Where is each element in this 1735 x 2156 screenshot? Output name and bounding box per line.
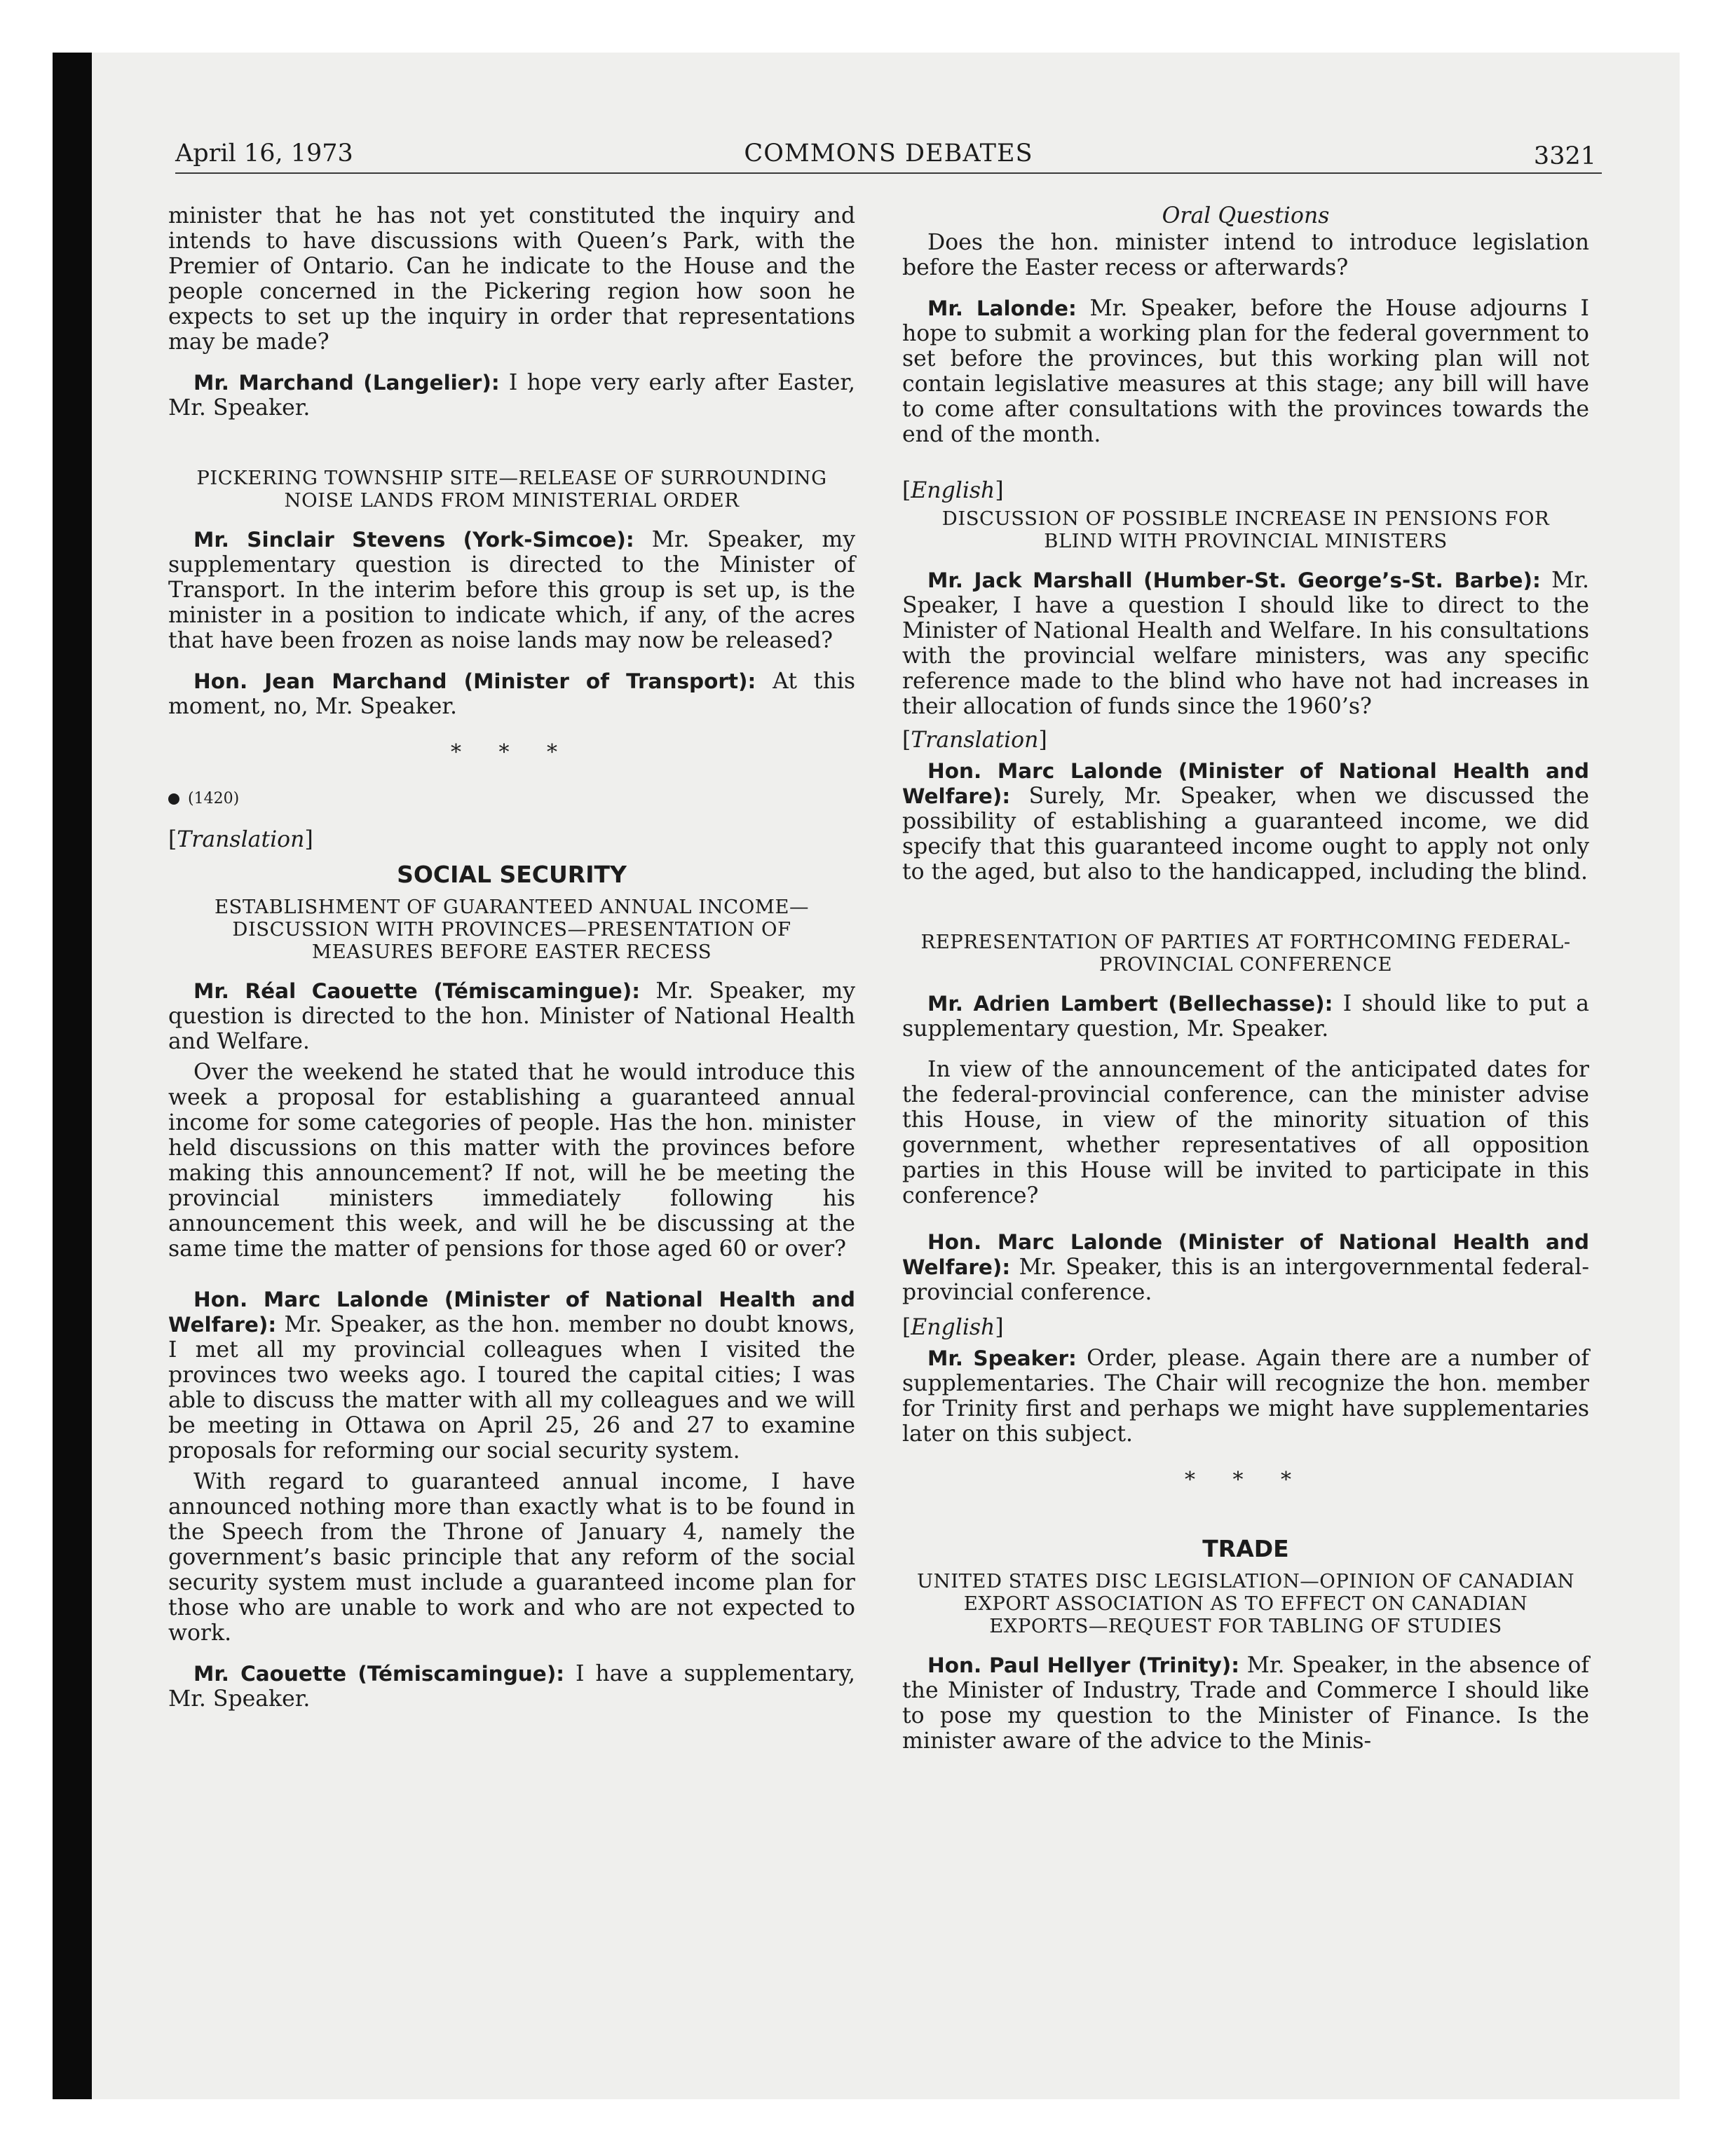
speaker-name: Mr. Sinclair Stevens (York-Simcoe): bbox=[193, 528, 634, 552]
paragraph bbox=[902, 1346, 1589, 1447]
timestamp bbox=[168, 786, 855, 812]
section-separator: * * * bbox=[450, 740, 573, 765]
speech-text: Surely, Mr. Speaker, when we discussed the possibility of establishing a guaranteed income, we did specify that this guaranteed income ought to apply not only to the aged, but also to the handicapped, including the blind. bbox=[902, 784, 1589, 885]
language-label-text: Translation bbox=[177, 827, 305, 852]
page-header bbox=[175, 137, 1602, 174]
subject-heading: DISCUSSION OF POSSIBLE INCREASE IN PENSIONS FOR BLIND WITH PROVINCIAL MINISTERS bbox=[941, 507, 1550, 552]
language-label: [English] bbox=[902, 478, 1004, 503]
speaker-name: Mr. Jack Marshall (Humber-St. George’s-St. Barbe): bbox=[927, 568, 1541, 592]
paragraph: Does the hon. minister intend to introduce legislation before the Easter recess or afterwards? bbox=[902, 230, 1589, 280]
paragraph bbox=[902, 296, 1589, 447]
speech-text: Mr. Speaker, this is an intergovernmental federal-provincial conference. bbox=[902, 1255, 1589, 1305]
paragraph bbox=[168, 978, 855, 1054]
language-label: [English] bbox=[902, 1315, 1004, 1340]
paragraph bbox=[902, 1229, 1589, 1305]
paragraph bbox=[902, 991, 1589, 1042]
right-column bbox=[902, 203, 1589, 1754]
running-head: Oral Questions bbox=[1162, 203, 1330, 228]
speaker-name: Mr. Caouette (Témiscamingue): bbox=[193, 1662, 565, 1686]
paragraph bbox=[168, 1287, 855, 1464]
paragraph: minister that he has not yet constituted the inquiry and intends to have discussions with Queen’s Park, with the Premier of Ontario. Can he indicate to the House and the people concerned in the Pickering region how soon he expects to set up the inquiry in order that representations may be made? bbox=[168, 203, 855, 355]
speech-text: Mr. Speaker, I have a question I should like to direct to the Minister of National Health and Welfare. In his consultations with the provincial welfare ministers, was any specific reference made to the blind who have not had increases in their allocation of funds since the 1960’s? bbox=[902, 568, 1589, 719]
speech-text: At this moment, no, Mr. Speaker. bbox=[168, 669, 855, 719]
speech-text: Mr. Speaker, before the House adjourns I hope to submit a working plan for the federal government to set before the provinces, but this working plan will not contain legislative measures at this stage; any bill will have to come after consultations with the provinces towards the end of the month. bbox=[902, 296, 1590, 447]
speaker-name: Hon. Paul Hellyer (Trinity): bbox=[927, 1653, 1240, 1677]
subject-heading: ESTABLISHMENT OF GUARANTEED ANNUAL INCOME—DISCUSSION WITH PROVINCES—PRESENTATION OF MEASURES BEFORE EASTER RECESS bbox=[214, 896, 809, 963]
speaker-name: Hon. Marc Lalonde (Minister of National Health and Welfare): bbox=[168, 1288, 855, 1337]
speaker-name: Mr. Lalonde: bbox=[927, 296, 1077, 320]
paragraph: In view of the announcement of the anticipated dates for the federal-provincial conference, can the minister advise this House, in view of the minority situation of this government, whether representatives of all opposition parties in this House will be invited to participate in this conference? bbox=[902, 1057, 1589, 1208]
speaker-name: Hon. Marc Lalonde (Minister of National Health and Welfare): bbox=[902, 1230, 1589, 1279]
language-label-text: Translation bbox=[911, 728, 1039, 753]
paragraph bbox=[168, 527, 855, 653]
subject-heading: UNITED STATES DISC LEGISLATION—OPINION OF CANADIAN EXPORT ASSOCIATION AS TO EFFECT ON CANADIAN EXPORTS—REQUEST FOR TABLING OF STUDIES bbox=[916, 1570, 1575, 1637]
scan-edge bbox=[53, 53, 92, 2099]
section-title: TRADE bbox=[1202, 1535, 1289, 1562]
left-column bbox=[168, 203, 855, 1712]
speech-text: I should like to put a supplementary question, Mr. Speaker. bbox=[902, 991, 1589, 1042]
subject-heading: PICKERING TOWNSHIP SITE—RELEASE OF SURROUNDING NOISE LANDS FROM MINISTERIAL ORDER bbox=[196, 467, 827, 512]
speech-text: Mr. Speaker, as the hon. member no doubt knows, I met all my provincial colleagues when I visited the provinces two weeks ago. I toured the capital cities; I was able to discuss the matter with all my colleagues and we will be meeting in Ottawa on April 25, 26 and 27 to examine proposals for reforming our social security system. bbox=[168, 1312, 855, 1464]
speech-text: I hope very early after Easter, Mr. Speaker. bbox=[168, 370, 855, 421]
speech-text: Mr. Speaker, my question is directed to the hon. Minister of National Health and Welfare. bbox=[168, 978, 855, 1054]
paragraph bbox=[902, 758, 1589, 885]
header-title: COMMONS DEBATES bbox=[744, 139, 1033, 168]
speech-text: Mr. Speaker, my supplementary question is directed to the Minister of Transport. In the interim before this group is set up, is the minister in a position to indicate which, if any, of the acres that have been frozen as noise lands may now be released? bbox=[168, 527, 855, 653]
speaker-name: Hon. Marc Lalonde (Minister of National Health and Welfare): bbox=[902, 759, 1589, 808]
paragraph: With regard to guaranteed annual income, I have announced nothing more than exactly what is to be found in the Speech from the Throne of January 4, namely the government’s basic principle that any reform of the social security system must include a guaranteed income plan for those who are unable to work and who are not expected to work. bbox=[168, 1469, 855, 1646]
section-separator: * * * bbox=[1184, 1468, 1307, 1492]
paragraph bbox=[902, 1653, 1589, 1754]
speaker-name: Hon. Jean Marchand (Minister of Transport): bbox=[193, 669, 756, 693]
speaker-name: Mr. Adrien Lambert (Bellechasse): bbox=[927, 992, 1333, 1016]
speech-text: Mr. Speaker, in the absence of the Minister of Industry, Trade and Commerce I should like to pose my question to the Minister of Finance. Is the minister aware of the advice to the Minis- bbox=[902, 1653, 1590, 1754]
language-label-text: English bbox=[911, 478, 995, 503]
section-title: SOCIAL SECURITY bbox=[397, 861, 627, 888]
paragraph bbox=[168, 370, 855, 421]
timestamp-text: (1420) bbox=[188, 790, 240, 807]
bullet-icon bbox=[168, 793, 179, 805]
paragraph: Over the weekend he stated that he would introduce this week a proposal for establishing a guaranteed annual income for some categories of people. Has the hon. minister held discussions on this matter with the provinces before making this announcement? If not, will he be meeting the provincial ministers immediately following his announcement this week, and will he be discussing at the same time the matter of pensions for those aged 60 or over? bbox=[168, 1060, 855, 1262]
speaker-name: Mr. Réal Caouette (Témiscamingue): bbox=[193, 979, 641, 1003]
language-label: [Translation] bbox=[168, 827, 313, 852]
paragraph bbox=[168, 1661, 855, 1712]
speech-text: I have a supplementary, Mr. Speaker. bbox=[168, 1661, 855, 1712]
header-page-number: 3321 bbox=[1533, 142, 1596, 170]
subject-heading: REPRESENTATION OF PARTIES AT FORTHCOMING FEDERAL-PROVINCIAL CONFERENCE bbox=[920, 931, 1571, 976]
header-date: April 16, 1973 bbox=[175, 139, 353, 168]
paragraph bbox=[168, 669, 855, 719]
language-label: [Translation] bbox=[902, 728, 1047, 753]
language-label-text: English bbox=[911, 1315, 995, 1340]
speech-text: Order, please. Again there are a number of supplementaries. The Chair will recognize the hon. member for Trinity first and perhaps we might have supplementaries later on this subject. bbox=[902, 1346, 1589, 1447]
paragraph bbox=[902, 568, 1589, 719]
speaker-name: Mr. Marchand (Langelier): bbox=[193, 371, 500, 395]
speaker-name: Mr. Speaker: bbox=[927, 1346, 1077, 1370]
